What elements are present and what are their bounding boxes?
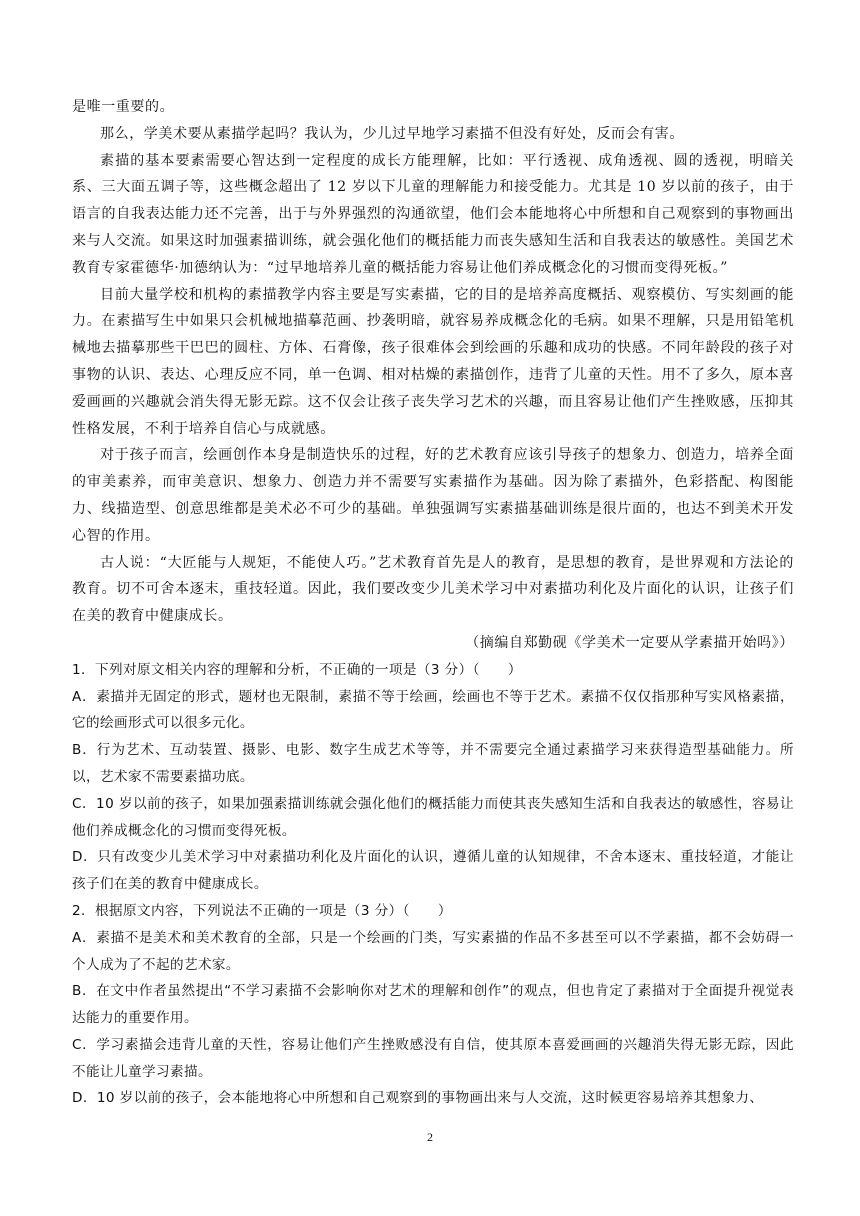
question-option: D．10 岁以前的孩子，会本能地将心中所想和自己观察到的事物画出来与人交流，这时候更容易培养其想象力、 [72,1090,764,1107]
question-option: A．素描并无固定的形式，题材也无限制，素描不等于绘画，绘画也不等于艺术。素描不仅仅指那种写实风格素描，它的绘画形式可以很多元化。 [72,688,794,732]
question-option: B．在文中作者虽然提出“不学习素描不会影响你对艺术的理解和创作”的观点，但也肯定了素描对于全面提升视觉表达能力的重要作用。 [72,983,794,1027]
question-stem: 1．下列对原文相关内容的理解和分析，不正确的一项是（3 分）（ ） [72,661,522,678]
question-option: C．10 岁以前的孩子，如果加强素描训练就会强化他们的概括能力而使其丧失感知生活和自我表达的敏感性，容易让他们养成概念化的习惯而变得死板。 [72,795,794,839]
passage-source: （摘编自郑勤砚《学美术一定要从学素描开始吗》） [465,634,794,651]
question-option: C．学习素描会违背儿童的天性，容易让他们产生挫败感没有自信，使其原本喜爱画画的兴趣消失得无影无踪，因此不能让儿童学习素描。 [72,1036,794,1080]
passage-paragraph: 那么，学美术要从素描学起吗？我认为，少儿过早地学习素描不但没有好处，反而会有害。 [100,125,684,142]
document-body [72,94,794,1112]
passage-paragraph: 古人说：“大匠能与人规矩，不能使人巧。”艺术教育首先是人的教育，是思想的教育，是世界观和方法论的教育。切不可舍本逐末，重技轻道。因此，我们要改变少儿美术学习中对素描功利化及片面化的认识，让孩子们在美的教育中健康成长。 [72,554,794,625]
passage-paragraph: 是唯一重要的。 [72,99,175,115]
passage-paragraph: 素描的基本要素需要心智达到一定程度的成长方能理解，比如：平行透视、成角透视、圆的透视，明暗关系、三大面五调子等，这些概念超出了 12 岁以下儿童的理解能力和接受能力。尤其是 10 岁以前的孩子，由于语言的自我表达能力还不完善，出于与外界强烈的沟通欲望，他们会本能地将心中所想和自己观察到的事物画出来与人交流。如果这时加强素描训练，就会强化他们的概括能力而丧失感知生活和自我表达的敏感性。美国艺术教育专家霍德华·加德纳认为：“过早地培养儿童的概括能力容易让他们养成概念化的习惯而变得死板。” [72,152,794,276]
page-number: 2 [427,1130,433,1144]
question-stem: 2．根据原文内容，下列说法不正确的一项是（3 分）（ ） [72,902,452,919]
question-option: D．只有改变少儿美术学习中对素描功利化及片面化的认识，遵循儿童的认知规律，不舍本逐末、重技轻道，才能让孩子们在美的教育中健康成长。 [72,849,794,893]
question-option: A．素描不是美术和美术教育的全部，只是一个绘画的门类，写实素描的作品不多甚至可以不学素描，都不会妨碍一个人成为了不起的艺术家。 [72,929,794,973]
passage-paragraph: 目前大量学校和机构的素描教学内容主要是写实素描，它的目的是培养高度概括、观察模仿、写实刻画的能力。在素描写生中如果只会机械地描摹范画、抄袭明暗，就容易养成概念化的毛病。如果不理解，只是用铅笔机械地去描摹那些干巴巴的圆柱、方体、石膏像，孩子很难体会到绘画的乐趣和成功的快感。不同年龄段的孩子对事物的认识、表达、心理反应不同，单一色调、相对枯燥的素描创作，违背了儿童的天性。用不了多久，原本喜爱画画的兴趣就会消失得无影无踪。这不仅会让孩子丧失学习艺术的兴趣，而且容易让他们产生挫败感，压抑其性格发展，不利于培养自信心与成就感。 [72,286,794,437]
question-option: B．行为艺术、互动装置、摄影、电影、数字生成艺术等等，并不需要完全通过素描学习来获得造型基础能力。所以，艺术家不需要素描功底。 [72,742,794,785]
passage-paragraph: 对于孩子而言，绘画创作本身是制造快乐的过程，好的艺术教育应该引导孩子的想象力、创造力，培养全面的审美素养，而审美意识、想象力、创造力并不需要写实素描作为基础。因为除了素描外，色彩搭配、构图能力、线描造型、创意思维都是美术必不可少的基础。单独强调写实素描基础训练是很片面的，也达不到美术开发心智的作用。 [72,447,794,544]
